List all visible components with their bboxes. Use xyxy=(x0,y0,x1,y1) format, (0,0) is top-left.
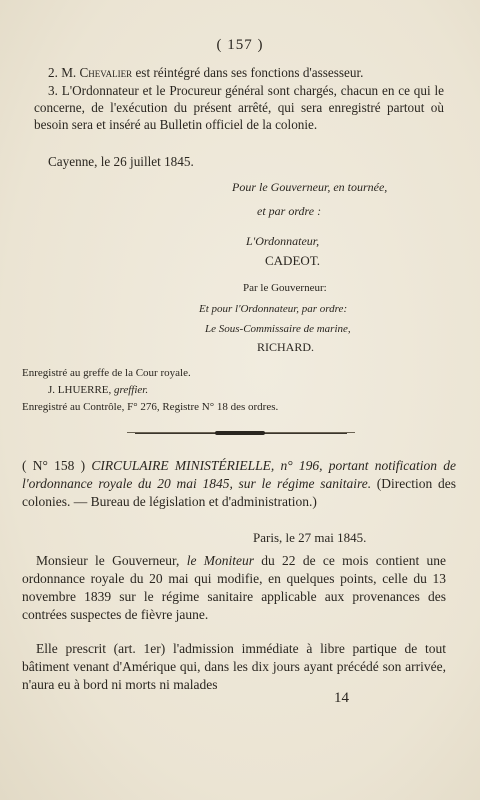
paragraph-2-rest: est réintégré dans ses fonctions d'assesseur. xyxy=(135,65,364,80)
circular-p1-b: du 22 de ce mois contient une ordonnance royale du 20 mai qui modifie, en quelques points, celle du 13 novembre 1839 sur le régime sanitaire applicable aux provenances des contrées suspectes de fièvre jaune. xyxy=(22,553,446,622)
circular-p1-moniteur: le Moniteur xyxy=(186,553,254,568)
registry-line-2-name: J. LHUERRE, xyxy=(48,384,112,396)
signature-mark: 14 xyxy=(334,690,349,706)
countersign-line-3: Le Sous-Commissaire de marine, xyxy=(205,323,351,335)
signature-line-2: et par ordre : xyxy=(257,204,322,218)
registry-line-2-title: greffier. xyxy=(114,384,149,396)
circular-paragraph-2: Elle prescrit (art. 1er) l'admission immédiate à libre partique de tout bâtiment venant d'Amérique qui, dans les dix jours ayant précédé son arrivée, n'aura eu à bord ni morts ni malades xyxy=(22,641,446,692)
registry-line-2 xyxy=(48,384,148,396)
circular-title: CIRCULAIRE MINISTÉRIELLE, n° 196, portant notification de l'ordonnance royale du 20 mai 1845, sur le régime sanitaire. xyxy=(22,458,457,491)
signature-line-1: Pour le Gouverneur, en tournée, xyxy=(232,180,388,194)
registry-line-1: Enregistré au greffe de la Cour royale. xyxy=(22,367,191,379)
circular-heading xyxy=(22,457,456,511)
signature-title: L'Ordonnateur, xyxy=(246,234,320,248)
circular-paragraph-1 xyxy=(22,552,446,624)
circular-date: Paris, le 27 mai 1845. xyxy=(253,530,367,545)
registry-line-3: Enregistré au Contrôle, F° 276, Registre N° 18 des ordres. xyxy=(22,401,279,413)
paragraph-2 xyxy=(34,64,444,81)
signature-name: CADEOT. xyxy=(265,253,321,268)
countersign-line-1: Par le Gouverneur: xyxy=(243,282,327,294)
place-date: Cayenne, le 26 juillet 1845. xyxy=(48,154,194,169)
paragraph-2-lead: 2. M. xyxy=(48,65,77,80)
paragraph-3: 3. L'Ordonnateur et le Procureur général sont chargés, chacun en ce qui le concerne, de l'exécution du présent arrêté, qui sera enregistré partout où besoin sera et inséré au Bulletin officiel de la colonie. xyxy=(34,83,444,132)
page-number: ( 157 ) xyxy=(216,37,264,53)
circular-dept: (Direction des colonies. — Bureau de législation et d'administration.) xyxy=(22,476,456,509)
countersign-name: RICHARD. xyxy=(257,340,315,354)
circular-number: ( N° 158 ) xyxy=(22,458,86,473)
paragraph-2-name: Chevalier xyxy=(79,65,133,80)
circular-p1-a: Monsieur le Gouverneur, xyxy=(36,553,180,568)
section-divider xyxy=(135,432,347,434)
countersign-line-2: Et pour l'Ordonnateur, par ordre: xyxy=(199,303,348,315)
